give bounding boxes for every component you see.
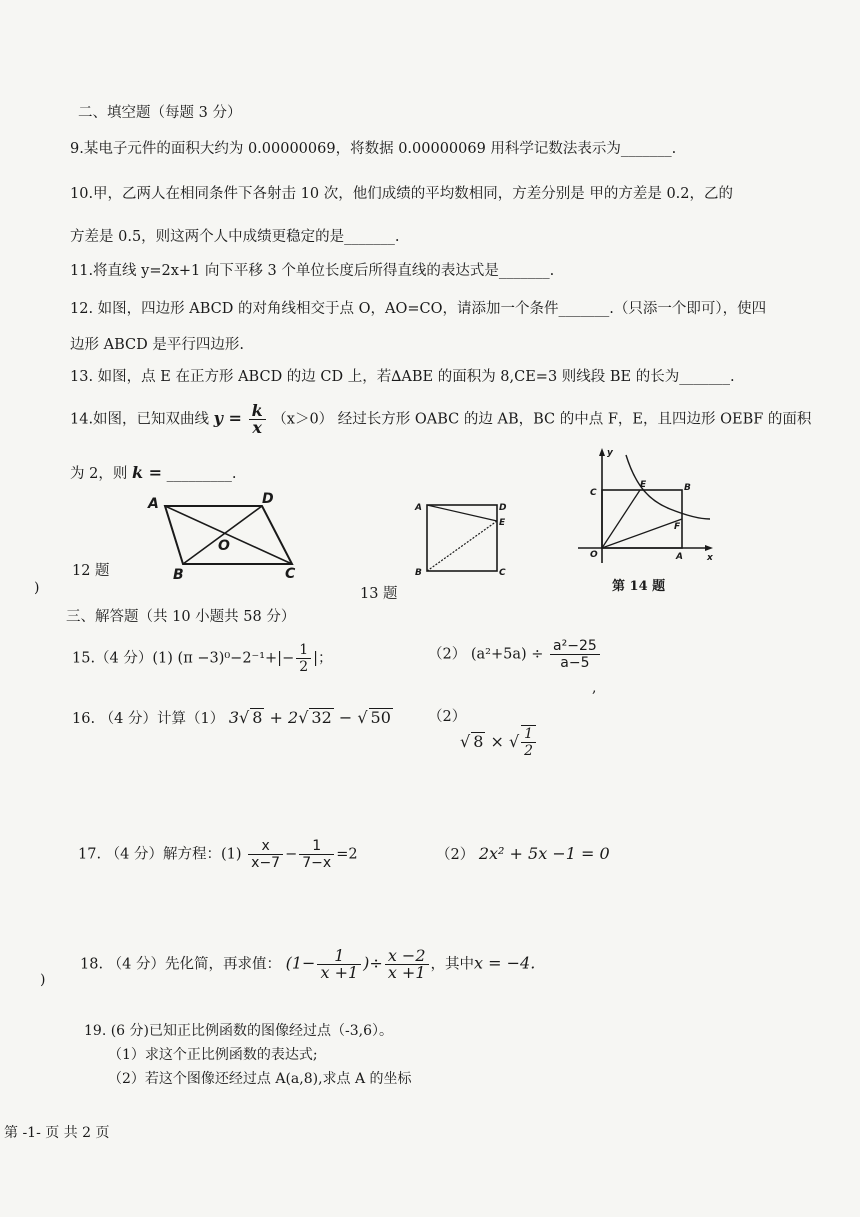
figure-14-hyperbola bbox=[570, 445, 720, 567]
q18-open: (1− bbox=[285, 953, 316, 973]
question-15-part-2 bbox=[428, 638, 602, 671]
question-11: 11.将直线 y=2x+1 向下平移 3 个单位长度后所得直线的表达式是_______. bbox=[70, 263, 555, 279]
q14-condition: （x＞0） bbox=[272, 411, 334, 428]
fig13-label-e: E bbox=[499, 518, 506, 528]
question-10-line-1: 10.甲，乙两人在相同条件下各射击 10 次，他们成绩的平均数相同，方差分别是 甲的方差是 0.2，乙的 bbox=[70, 186, 734, 202]
q16-radicand-8: 8 bbox=[252, 708, 263, 727]
x-axis-arrow bbox=[705, 545, 713, 551]
q18-f1-den: x +1 bbox=[320, 963, 359, 982]
q14-frac-num: k bbox=[249, 403, 266, 420]
page-footer: 第 -1- 页 共 2 页 bbox=[4, 1125, 110, 1141]
q14-prefix: 14.如图，已知双曲线 bbox=[70, 411, 210, 428]
q17-f2-num: 1 bbox=[299, 838, 334, 855]
q18-f1-num: 1 bbox=[317, 948, 361, 965]
question-9: 9.某电子元件的面积大约为 0.00000069，将数据 0.00000069 用科学记数法表示为_______. bbox=[70, 141, 677, 157]
q18-close: )÷ bbox=[363, 953, 383, 973]
rectangle-oabc bbox=[602, 490, 682, 548]
q18-fraction-2 bbox=[385, 948, 429, 981]
q17-f2-den: 7−x bbox=[302, 855, 332, 871]
diagonal-ac bbox=[165, 506, 292, 564]
fig12-label-o: O bbox=[218, 538, 230, 554]
q15-p2-fraction bbox=[550, 638, 600, 671]
fig14-label-e: E bbox=[640, 480, 647, 490]
question-13: 13. 如图，点 E 在正方形 ABCD 的边 CD 上，若∆ABE 的面积为 8,CE=3 则线段 BE 的长为_______. bbox=[70, 369, 735, 385]
q15-p2-prefix: （2） bbox=[428, 646, 467, 663]
segment-ae bbox=[427, 505, 497, 521]
fig13-label-a: A bbox=[415, 503, 422, 513]
q16-p2-radicand-8: 8 bbox=[473, 731, 484, 751]
question-19-line-2: （1）求这个正比例函数的表达式; bbox=[108, 1047, 318, 1063]
q16-minus: − bbox=[338, 708, 353, 727]
q15-p2-num: a²−25 bbox=[550, 638, 600, 655]
q15-p1-prefix: 15.（4 分）(1) bbox=[72, 650, 173, 667]
q15-p1-fraction bbox=[296, 642, 311, 675]
fig14-label-c: C bbox=[590, 488, 597, 498]
question-16-part-2-label: （2） bbox=[428, 709, 467, 725]
q18-prefix: 18. （4 分）先化简，再求值： bbox=[80, 956, 282, 973]
q14-rest: 经过长方形 OABC 的边 AB，BC 的中点 F，E，且四边形 OEBF 的面积 bbox=[337, 411, 812, 428]
fig13-label-d: D bbox=[499, 503, 507, 513]
q15-p1-den: 2 bbox=[299, 659, 309, 675]
figure-14-caption: 第 14 题 bbox=[612, 579, 666, 594]
section-3-title: 三、解答题（共 10 小题共 58 分） bbox=[66, 609, 296, 625]
question-12-line-2: 边形 ABCD 是平行四边形. bbox=[70, 337, 244, 353]
q16-p2-fraction bbox=[521, 725, 536, 759]
fig13-label-c: C bbox=[499, 568, 506, 578]
margin-mark-1: ) bbox=[34, 580, 40, 596]
q17-p2-expr: 2x² + 5x −1 = 0 bbox=[478, 844, 610, 863]
fig12-label-c: C bbox=[285, 566, 296, 580]
fig14-label-x: x bbox=[707, 553, 713, 563]
question-18 bbox=[80, 948, 535, 981]
figure-12-caption: 12 题 bbox=[72, 563, 110, 579]
question-17-part-2 bbox=[436, 845, 610, 864]
hyperbola-curve bbox=[626, 455, 710, 519]
q18-fraction-1 bbox=[317, 948, 361, 981]
q17-f1-num: x bbox=[248, 838, 283, 855]
fig13-label-b: B bbox=[415, 568, 422, 578]
figure-13-caption: 13 题 bbox=[360, 586, 398, 602]
q14-line2-b: _________. bbox=[166, 466, 237, 482]
q18-condition: x = −4. bbox=[474, 953, 536, 973]
q15-p2-expr: (a²+5a) ÷ bbox=[470, 646, 544, 663]
segment-be bbox=[427, 521, 497, 571]
q14-lhs: y = bbox=[213, 408, 242, 428]
question-17-part-1 bbox=[78, 838, 358, 871]
y-axis-arrow bbox=[599, 448, 605, 456]
fig14-label-b: B bbox=[684, 483, 691, 493]
fig12-label-d: D bbox=[262, 491, 274, 507]
q14-frac-den: x bbox=[252, 418, 262, 437]
margin-mark-3: , bbox=[592, 680, 597, 696]
q15-p2-den: a−5 bbox=[560, 655, 590, 671]
q14-line2-a: 为 2，则 bbox=[70, 466, 128, 482]
q17-fraction-1 bbox=[248, 838, 283, 871]
q18-suffix: ，其中 bbox=[430, 956, 475, 973]
q16-prefix: 16. （4 分）计算（1） bbox=[72, 711, 225, 727]
fig14-label-f: F bbox=[674, 522, 681, 532]
q17-prefix: 17. （4 分）解方程：(1) bbox=[78, 846, 242, 863]
question-15-part-1 bbox=[72, 642, 333, 675]
q15-p1-end: |； bbox=[313, 650, 333, 667]
q17-equals: =2 bbox=[336, 846, 358, 863]
fig14-label-o: O bbox=[590, 550, 598, 560]
square-outline bbox=[427, 505, 497, 571]
question-14-line-2 bbox=[70, 464, 236, 483]
q15-p1-num: 1 bbox=[296, 642, 311, 659]
fig14-label-y: y bbox=[607, 448, 613, 458]
q17-f1-den: x−7 bbox=[251, 855, 281, 871]
question-16-part-2-expr: √ 8 × √ $\frac{1}{2}$ bbox=[460, 725, 538, 759]
q16-p2-den: 2 bbox=[524, 743, 534, 759]
segment-of bbox=[602, 519, 682, 548]
q16-times: × bbox=[490, 731, 504, 751]
figure-12-parallelogram bbox=[140, 488, 310, 580]
q16-expr1: 3√ 8 + 2√ 32 − √ 50 bbox=[228, 708, 391, 727]
question-19-line-1: 19. (6 分)已知正比例函数的图像经过点（-3,6）。 bbox=[84, 1023, 393, 1039]
question-19-line-3: （2）若这个图像还经过点 A(a,8),求点 A 的坐标 bbox=[108, 1071, 412, 1087]
segment-oe bbox=[602, 490, 640, 548]
q15-p1-expr: (π −3)⁰−2⁻¹+|− bbox=[177, 650, 295, 667]
q17-fraction-2 bbox=[299, 838, 334, 871]
q16-coef-3: 3 bbox=[228, 708, 240, 727]
fig12-label-b: B bbox=[173, 567, 184, 580]
q17-p2-prefix: （2） bbox=[436, 847, 475, 863]
q14-fraction bbox=[249, 403, 266, 436]
question-10-line-2: 方差是 0.5，则这两个人中成绩更稳定的是_______. bbox=[70, 229, 400, 245]
margin-mark-2: ) bbox=[40, 972, 46, 988]
figure-13-square bbox=[410, 495, 520, 581]
fig14-label-a: A bbox=[676, 552, 683, 562]
q16-coef-2: + 2 bbox=[269, 708, 299, 727]
question-16-part-1 bbox=[72, 708, 393, 728]
diagonal-bd bbox=[183, 506, 262, 564]
q17-minus: − bbox=[285, 846, 298, 863]
q18-f2-den: x +1 bbox=[387, 963, 426, 982]
q16-p2-num: 1 bbox=[521, 726, 536, 743]
question-14-line-1 bbox=[70, 403, 811, 436]
q18-f2-num: x −2 bbox=[385, 948, 429, 965]
section-2-title: 二、填空题（每题 3 分） bbox=[78, 105, 242, 121]
q16-radicand-32: 32 bbox=[311, 708, 332, 727]
fig12-label-a: A bbox=[148, 496, 159, 512]
q16-radicand-50: 50 bbox=[370, 708, 391, 727]
q14-k: k = bbox=[131, 463, 163, 482]
question-12-line-1: 12. 如图，四边形 ABCD 的对角线相交于点 O，AO=CO，请添加一个条件_______.（只添一个即可），使四 bbox=[70, 301, 767, 317]
